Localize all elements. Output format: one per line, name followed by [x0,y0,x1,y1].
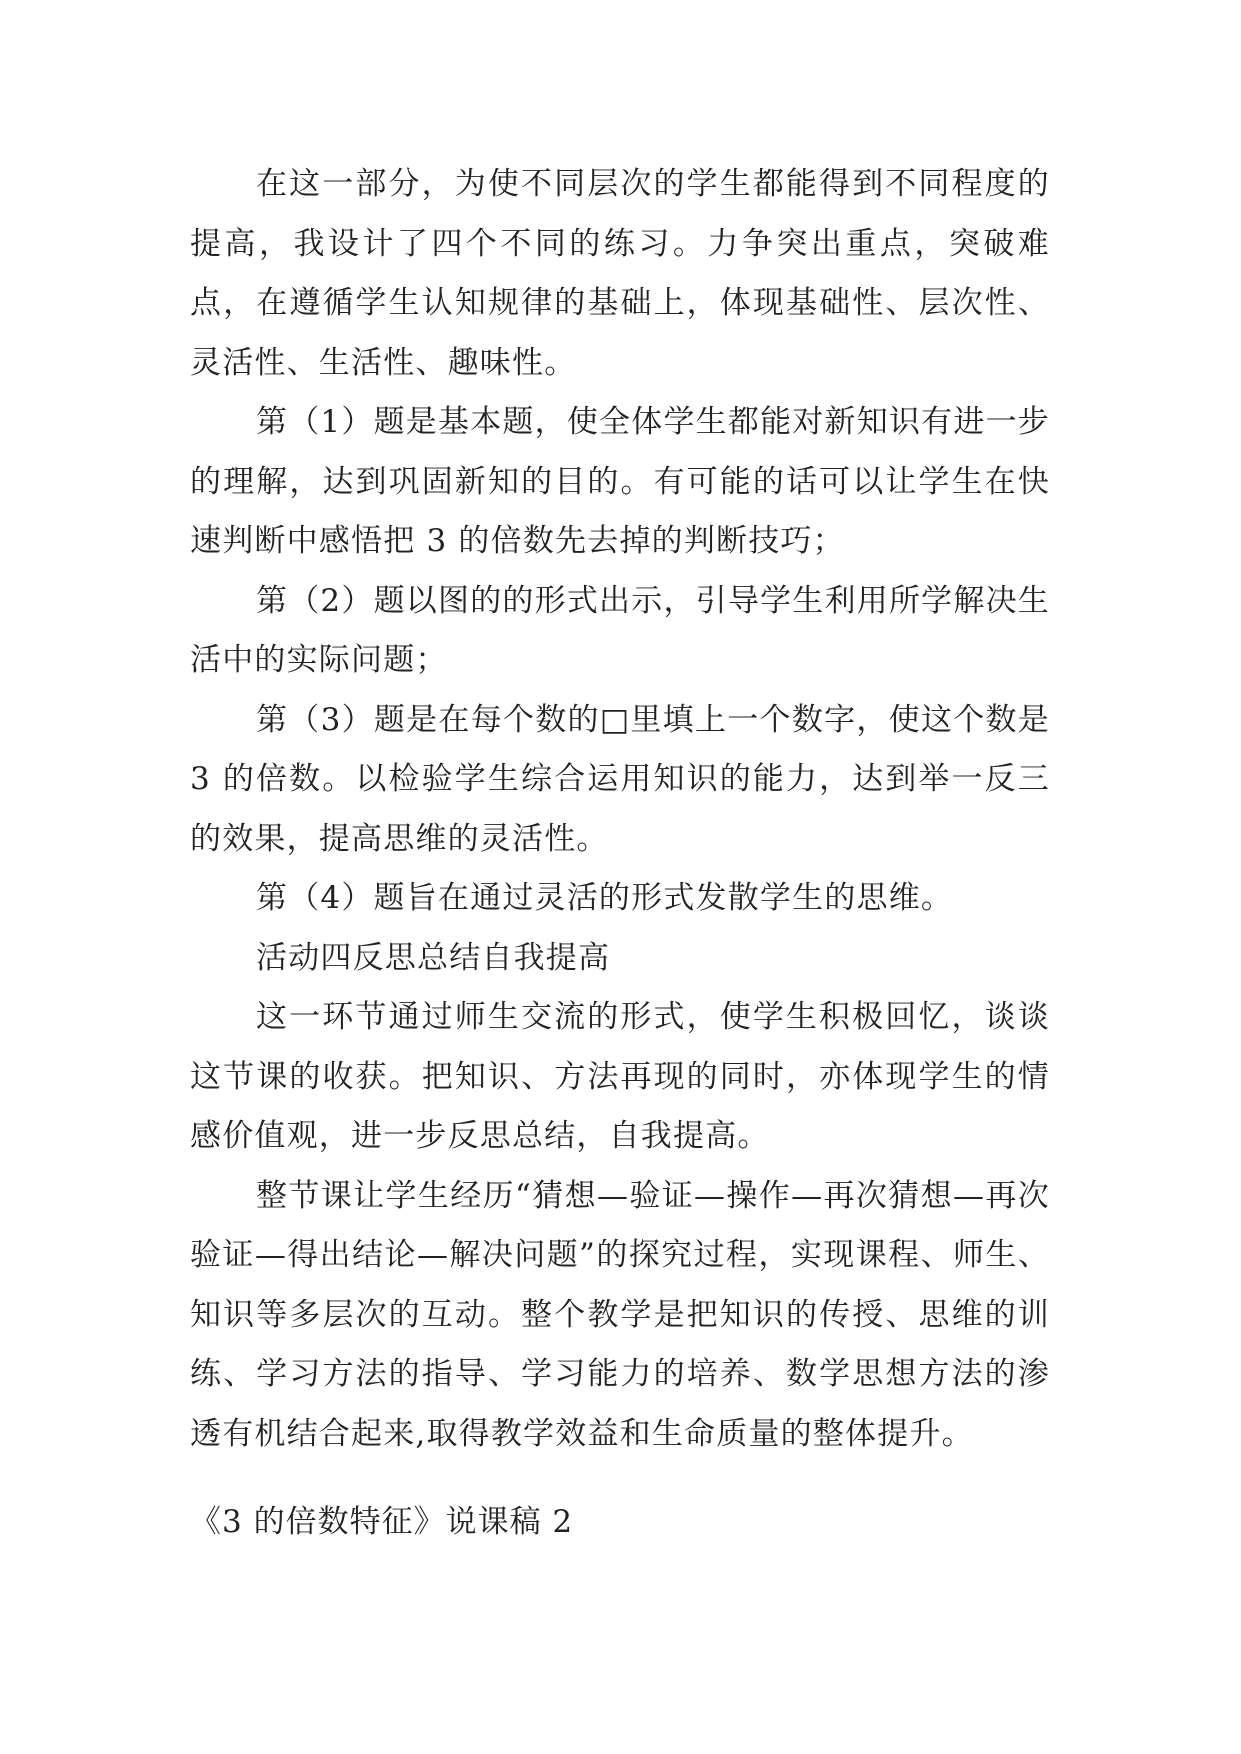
next-document-title: 《3 的倍数特征》说课稿 2 [190,1504,574,1540]
paragraph-practice-design: 在这一部分，为使不同层次的学生都能得到不同程度的提高，我设计了四个不同的练习。力争突出重点，突破难点，在遵循学生认知规律的基础上，体现基础性、层次性、灵活性、生活性、趣味性。 [190,166,1050,381]
paragraph-question-3: 第（3）题是在每个数的□里填上一个数字，使这个数是 3 的倍数。以检验学生综合运用知识的能力，达到举一反三的效果，提高思维的灵活性。 [190,701,1050,857]
section-heading-activity-four: 活动四反思总结自我提高 [256,939,611,976]
paragraph-summary: 整节课让学生经历“猜想—验证—操作—再次猜想—再次验证—得出结论—解决问题”的探究过程，实现课程、师生、知识等多层次的互动。整个教学是把知识的传授、思维的训练、学习方法的指导、学习能力的培养、数学思想方法的渗透有机结合起来,取得教学效益和生命质量的整体提升。 [190,1177,1050,1452]
document-body [190,155,1050,1464]
paragraph-question-2: 第（2）题以图的的形式出示，引导学生利用所学解决生活中的实际问题； [190,582,1050,678]
paragraph-question-1: 第（1）题是基本题，使全体学生都能对新知识有进一步的理解，达到巩固新知的目的。有可能的话可以让学生在快速判断中感悟把 3 的倍数先去掉的判断技巧； [190,404,1050,559]
paragraph-question-4: 第（4）题旨在通过灵活的形式发散学生的思维。 [256,880,954,916]
paragraph-reflection: 这一环节通过师生交流的形式，使学生积极回忆，谈谈这节课的收获。把知识、方法再现的同时，亦体现学生的情感价值观，进一步反思总结，自我提高。 [190,999,1050,1154]
